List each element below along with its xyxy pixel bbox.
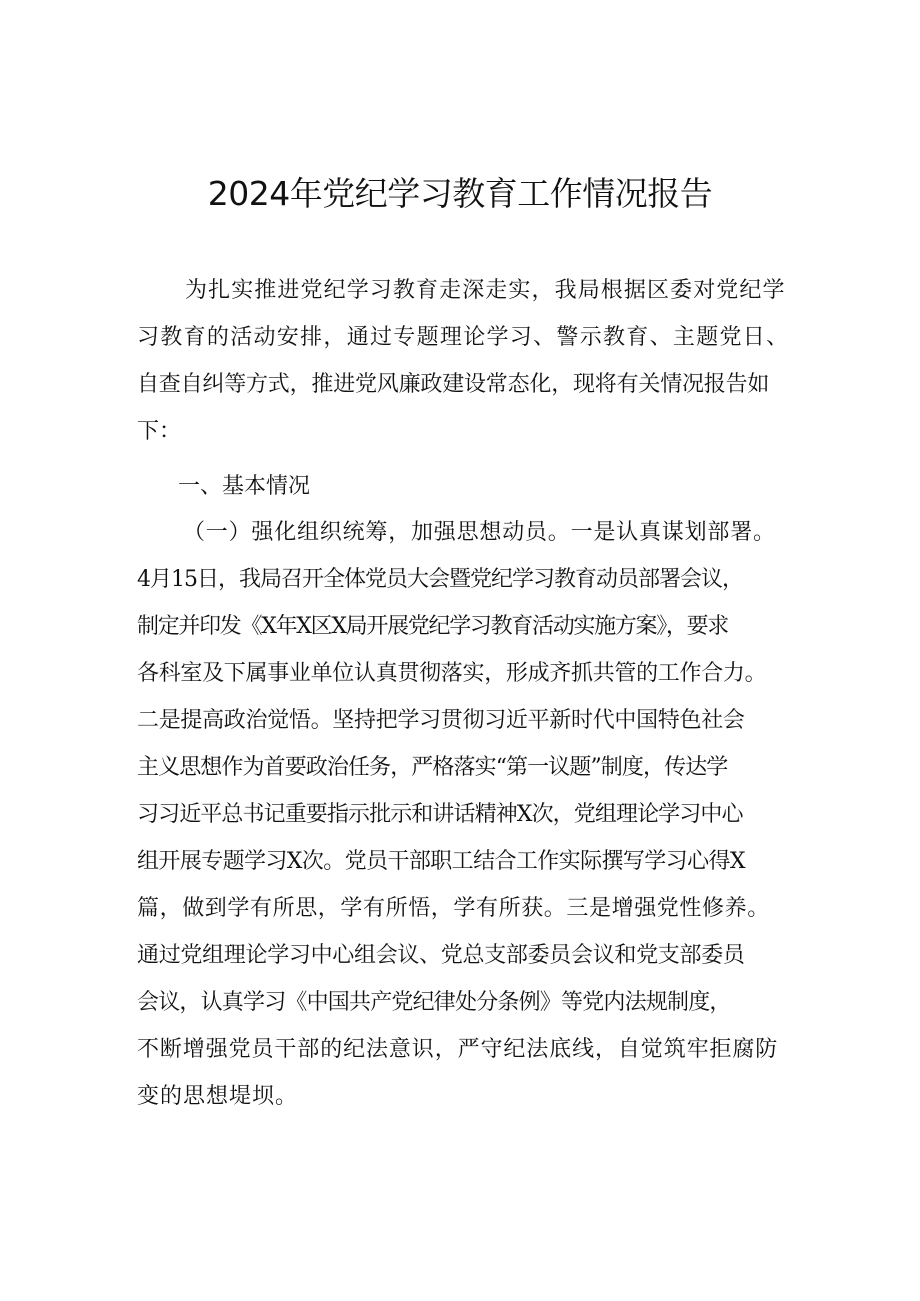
body-line: 4月15日，我局召开全体党员大会暨党纪学习教育动员部署会议， (137, 567, 743, 592)
body-line: 会议，认真学习《中国共产党纪律处分条例》等党内法规制度， (137, 990, 731, 1015)
body-line: 组开展专题学习X次。党员干部职工结合工作实际撰写学习心得X (137, 849, 745, 874)
body-line: 通过党组理论学习中心组会议、党总支部委员会议和党支部委员 (137, 943, 745, 968)
body-line: 习习近平总书记重要指示批示和讲话精神X次，党组理论学习中心 (137, 802, 743, 827)
intro-line: 下： (137, 419, 182, 444)
body-line: （一）强化组织统筹，加强思想动员。一是认真谋划部署。 (183, 520, 776, 545)
intro-line: 自查自纠等方式，推进党风廉政建设常态化，现将有关情况报告如 (137, 372, 770, 397)
body-line: 篇，做到学有所思，学有所悟，学有所获。三是增强党性修养。 (137, 896, 770, 921)
document-title: 2024年党纪学习教育工作情况报告 (207, 174, 713, 213)
body-line: 变的思想堤坝。 (137, 1084, 299, 1109)
intro-line: 为扎实推进党纪学习教育走深走实，我局根据区委对党纪学 (185, 278, 786, 303)
body-line: 二是提高政治觉悟。坚持把学习贯彻习近平新时代中国特色社会 (137, 708, 745, 733)
body-line: 不断增强党员干部的纪法意识，严守纪法底线，自觉筑牢拒腐防 (137, 1037, 779, 1062)
section-heading: 一、基本情况 (178, 474, 311, 499)
body-line: 制定并印发《X年X区X局开展党纪学习教育活动实施方案》，要求 (137, 614, 728, 639)
body-line: 各科室及下属事业单位认真贯彻落实，形成齐抓共管的工作合力。 (137, 661, 767, 686)
intro-line: 习教育的活动安排，通过专题理论学习、警示教育、主题党日、 (137, 325, 790, 350)
body-line: 主义思想作为首要政治任务，严格落实“第一议题”制度，传达学 (137, 755, 728, 780)
